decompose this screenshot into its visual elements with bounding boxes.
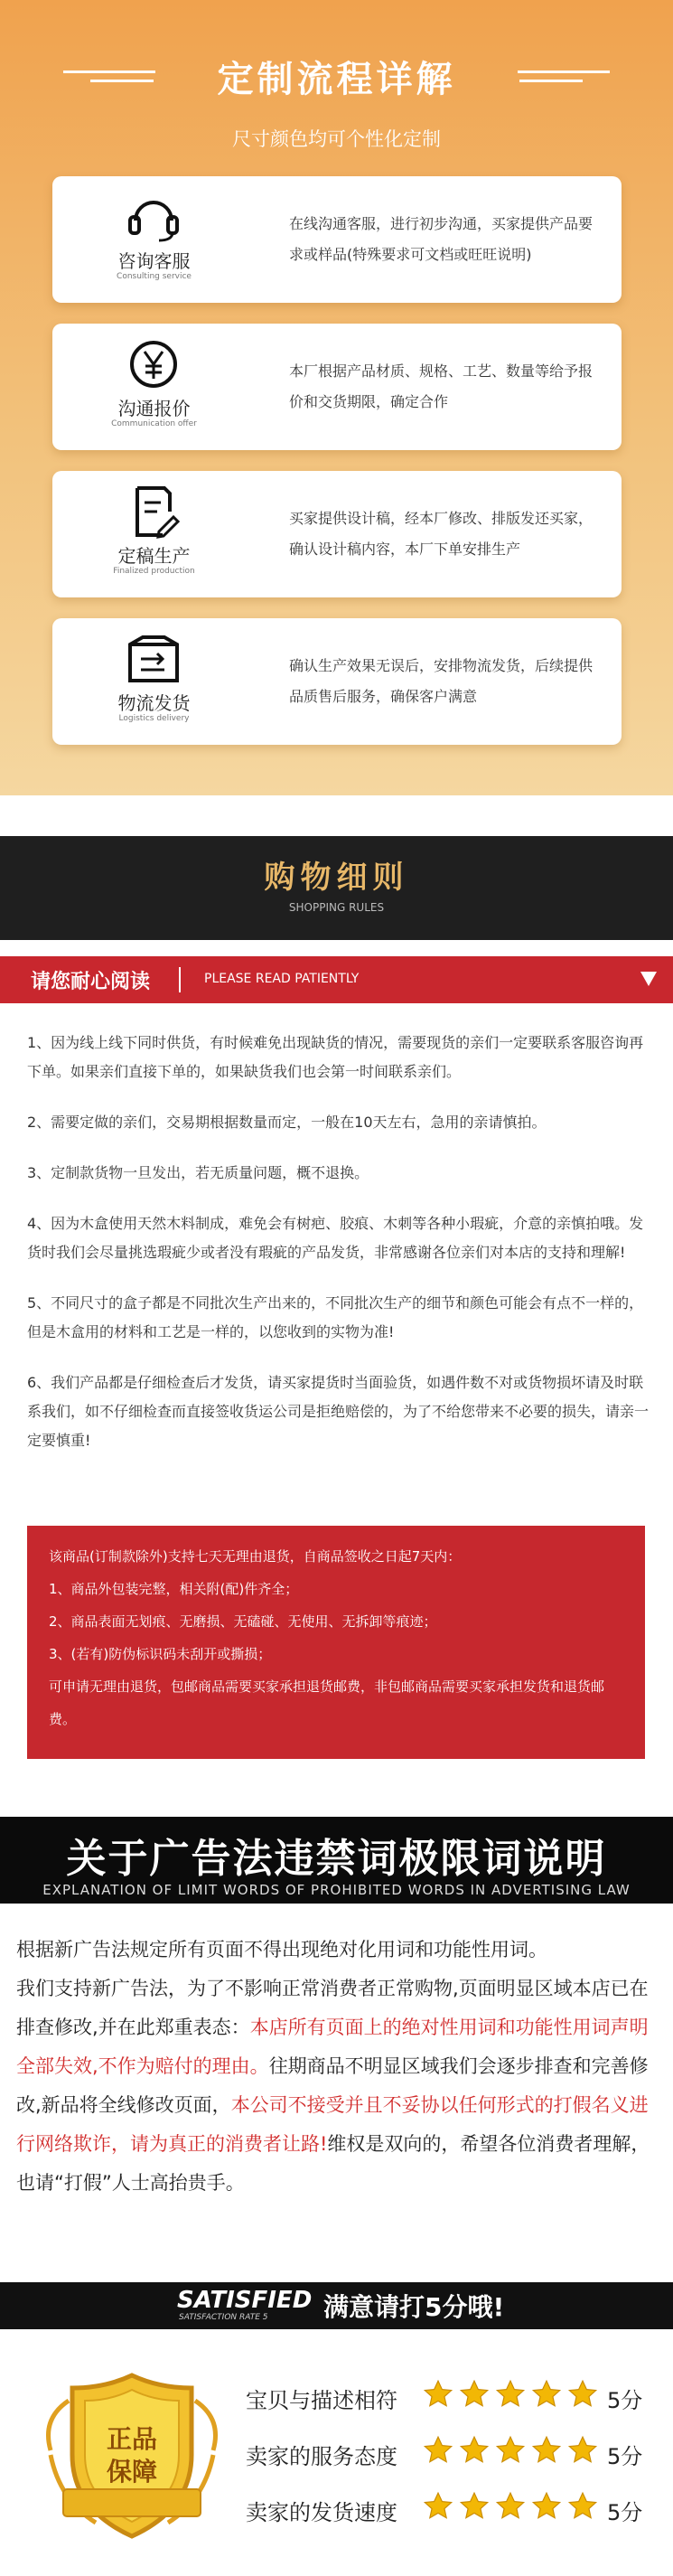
return-policy-line: 2、商品表面无划痕、无磨损、无磕碰、无使用、无拆卸等痕迹； [49,1613,437,1630]
process-step-card [52,324,622,450]
step-icon-area [52,471,256,597]
shopping-rules-title-en: SHOPPING RULES [288,901,385,914]
rating-label: 卖家的发货速度 [246,2500,397,2525]
rating-row [246,2435,661,2471]
rule-item: 5、不同尺寸的盒子都是不同批次生产出来的，不同批次生产的细节和颜色可能会有点不一样的，但是木盒用的材料和工艺是一样的，以您收到的实物为准! [27,1294,644,1340]
rating-score: 5分 [607,2500,643,2525]
rules-list [27,1029,650,1477]
process-title: 定制流程详解 [217,59,456,100]
step-description: 本厂根据产品材质、规格、工艺、数量等给予报价和交货期限，确定合作 [289,362,594,410]
star-icon [459,2435,490,2466]
step-name-en: Logistics delivery [118,714,190,723]
badge-text-line1: 正品 [106,2424,158,2454]
process-section [0,0,673,795]
notice-title-en: PLEASE READ PATIENTLY [204,972,360,986]
star-icon [459,2491,490,2522]
step-name: 物流发货 [117,692,191,714]
step-icon-area [52,176,256,303]
step-name: 沟通报价 [117,398,191,419]
star-rating [423,2435,603,2469]
star-icon [423,2379,453,2410]
headset-icon [117,190,190,244]
notice-divider [179,967,181,992]
step-icon-area [52,324,256,450]
ad-law-paragraph: 根据新广告法规定所有页面不得出现绝对化用词和功能性用词。 [16,1939,547,1960]
step-icon-area [52,618,256,745]
process-step-card [52,471,622,597]
step-name-en: Finalized production [113,567,195,576]
process-subtitle: 尺寸颜色均可个性化定制 [232,128,441,150]
star-icon [423,2491,453,2522]
star-rating [423,2491,603,2525]
rating-label: 卖家的服务态度 [246,2444,397,2469]
satisfaction-banner [0,2282,673,2329]
star-icon [531,2379,562,2410]
ad-law-text: 往期商品不明显区域我们会逐步排查和完善修改,新品将全线修改页面， [16,2055,649,2116]
star-rating [423,2379,603,2413]
rule-item: 1、因为线上线下同时供货，有时候难免出现缺货的情况，需要现货的亲们一定要联系客服咨询再下单。如果亲们直接下单的，如果缺货我们也会第一时间联系亲们。 [27,1034,644,1080]
notice-bar [0,956,673,1003]
ad-law-highlight: 本公司不接受并且不妥协以任何形式的打假名义进行网络欺诈，请为真正的消费者让路! [16,2094,649,2155]
box-arrow-icon [117,632,190,686]
ad-law-title-en: EXPLANATION OF LIMIT WORDS OF PROHIBITED WORDS IN ADVERTISING LAW [42,1882,631,1898]
return-policy-line: 1、商品外包装完整，相关附(配)件齐全； [49,1581,299,1597]
ad-law-highlight: 本店所有页面上的绝对性用词和功能性用词声明全部失效,不作为赔付的理由。 [16,2017,649,2077]
triangle-down-icon [640,972,657,986]
ad-law-header [0,1817,673,1904]
shield-badge-icon [33,2364,231,2545]
star-icon [567,2491,598,2522]
return-policy-line: 3、(若有)防伪标识码未刮开或撕损； [49,1646,272,1662]
rule-item: 4、因为木盒使用天然木料制成，难免会有树疤、胶痕、木刺等各种小瑕疵，介意的亲慎拍哦。发货时我们会尽量挑选瑕疵少或者没有瑕疵的产品发货，非常感谢各位亲们对本店的支持和理解! [27,1215,644,1261]
star-icon [423,2435,453,2466]
rating-score: 5分 [607,2444,643,2469]
star-icon [495,2379,526,2410]
authentic-guarantee-badge [33,2364,231,2545]
ad-law-title: 关于广告法违禁词极限词说明 [66,1836,607,1882]
notice-title: 请您耐心阅读 [31,971,151,993]
return-policy-line: 该商品(订制款除外)支持七天无理由退货，自商品签收之日起7天内： [49,1548,462,1565]
return-policy-line: 可申请无理由退货，包邮商品需要买家承担退货邮费，非包邮商品需要买家承担发货和退货邮费。 [49,1678,605,1727]
rating-score: 5分 [607,2388,643,2413]
rule-item: 6、我们产品都是仔细检查后才发货，请买家提货时当面验货，如遇件数不对或货物损坏请及时联系我们，如不仔细检查而直接签收货运公司是拒绝赔偿的，为了不给您带来不必要的损失，请亲一定要慎重! [27,1374,650,1449]
ad-law-paragraph [16,1970,658,2203]
document-edit-icon [117,484,190,539]
satisfied-label: SATISFIED [177,2287,313,2314]
star-icon [531,2491,562,2522]
rating-row [246,2491,661,2527]
process-step-card [52,618,622,745]
process-step-card [52,176,622,303]
yen-icon [117,337,190,391]
star-icon [495,2435,526,2466]
title-decoration-right-short [519,80,583,82]
ad-law-body [16,1931,658,2203]
star-icon [567,2379,598,2410]
satisfaction-rate-label: SATISFACTION RATE 5 [179,2313,268,2322]
badge-text-line2: 保障 [106,2457,158,2487]
star-icon [567,2435,598,2466]
ad-law-text: 维权是双向的，希望各位消费者理解，也请“打假”人士高抬贵手。 [16,2133,650,2194]
rule-item: 3、定制款货物一旦发出，若无质量问题，概不退换。 [27,1164,369,1181]
step-name: 咨询客服 [117,250,191,272]
step-description: 确认生产效果无误后，安排物流发货，后续提供品质售后服务，确保客户满意 [289,657,594,705]
star-icon [531,2435,562,2466]
step-name: 定稿生产 [117,545,191,567]
step-description: 买家提供设计稿，经本厂修改、排版发还买家，确认设计稿内容，本厂下单安排生产 [289,510,594,558]
satisfaction-slogan: 满意请打5分哦! [323,2292,505,2322]
star-icon [459,2379,490,2410]
star-icon [495,2491,526,2522]
rating-label: 宝贝与描述相符 [246,2388,397,2413]
shopping-rules-header [0,836,673,940]
ad-law-text: 我们支持新广告法，为了不影响正常消费者正常购物,页面明显区域本店已在排查修改,并在此郑重表态： [16,1978,649,2038]
shopping-rules-title: 购物细则 [264,860,409,896]
rating-row [246,2379,661,2415]
return-policy-box [27,1526,645,1759]
step-description: 在线沟通客服，进行初步沟通，买家提供产品要求或样品(特殊要求可文档或旺旺说明) [289,215,594,263]
step-name-en: Communication offer [111,419,197,428]
rule-item: 2、需要定做的亲们，交易期根据数量而定，一般在10天左右，急用的亲请慎拍。 [27,1114,547,1131]
title-decoration-right [518,71,610,73]
step-name-en: Consulting service [117,272,192,281]
